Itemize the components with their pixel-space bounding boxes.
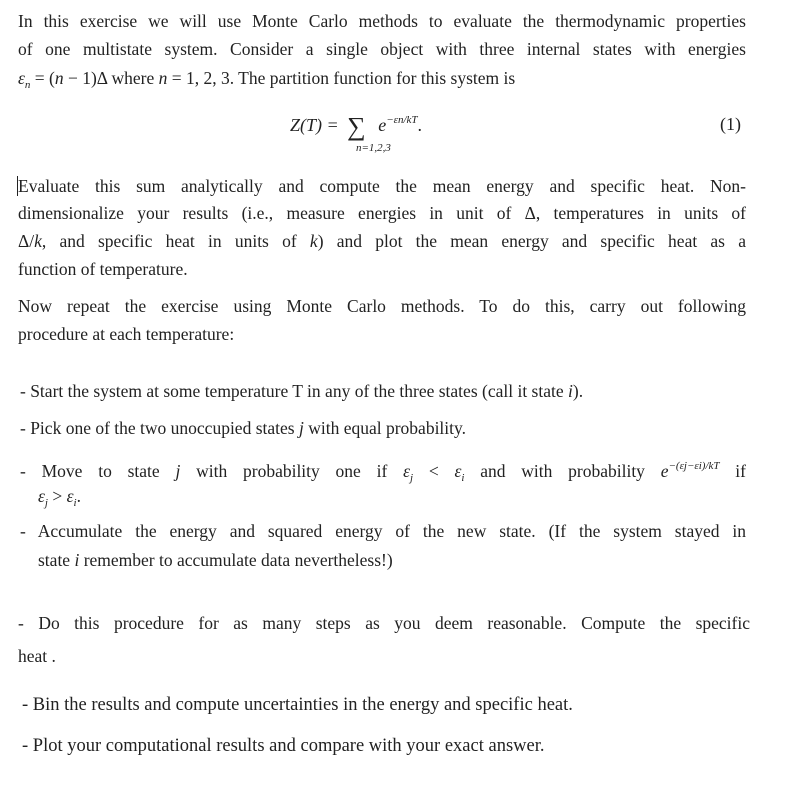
text-segment: Evaluate this sum analytically and compute the mean energy and specific heat. Non- (18, 176, 746, 196)
math-segment: ε (403, 461, 410, 481)
math-segment: j (44, 497, 48, 509)
text-line (18, 38, 746, 60)
summation-limits: n=1,2,3 (356, 142, 391, 154)
text-segment: = ( (30, 68, 55, 88)
text-segment: - Start the system at some temperature T in any of the three states (call it state (20, 381, 569, 401)
text-line (20, 417, 466, 439)
text-segment: - Bin the results and compute uncertainties in the energy and specific heat. (22, 695, 573, 715)
text-line (18, 645, 56, 667)
text-segment: = 1, 2, 3. The partition function for this system is (167, 68, 516, 88)
text-segment: if (719, 461, 746, 481)
exponent: −εn/kT (386, 114, 418, 126)
text-line (18, 67, 515, 96)
text-line (20, 380, 583, 402)
text-segment: , and specific heat in units of (41, 231, 310, 251)
math-segment: k (309, 231, 318, 251)
text-line (18, 202, 746, 224)
text-segment: - Do this procedure for as many steps as you deem reasonable. Compute the specific (18, 613, 750, 633)
math-segment: i (73, 497, 77, 509)
text-line (18, 295, 746, 317)
text-line (20, 455, 746, 489)
text-segment: ) and plot the mean energy and specific heat as a (317, 231, 746, 251)
text-line (18, 230, 746, 252)
text-cursor (17, 176, 18, 196)
math-segment: i (461, 472, 465, 484)
math-segment: j (298, 418, 304, 438)
text-segment: dimensionalize your results (i.e., measure energies in unit of Δ, temperatures in units of (18, 203, 746, 223)
text-line (18, 10, 746, 32)
math-segment: j (175, 461, 181, 481)
text-segment: . (76, 486, 81, 506)
text-segment: Δ/ (18, 231, 35, 251)
equation-period: . (417, 115, 423, 135)
math-segment: n (54, 68, 64, 88)
equation-lhs: Z(T) = (290, 115, 339, 135)
text-segment: > (47, 486, 67, 506)
text-line (18, 612, 750, 634)
text-segment: Now repeat the exercise using Monte Carlo methods. To do this, carry out following (18, 296, 746, 316)
text-line (38, 549, 393, 571)
text-segment: < (413, 461, 455, 481)
text-segment: with equal probability. (303, 418, 467, 438)
text-segment: state (38, 550, 75, 570)
math-segment: ε (38, 486, 45, 506)
text-line (22, 694, 573, 716)
math-segment: j (409, 472, 414, 484)
partition-function-equation (290, 112, 423, 154)
math-segment: i (568, 381, 573, 401)
text-line (18, 258, 188, 280)
math-segment: e (660, 461, 669, 481)
text-segment: In this exercise we will use Monte Carlo methods to evaluate the thermodynamic properties (18, 11, 746, 31)
math-segment: ε (66, 486, 74, 506)
text-segment: - Move to state (20, 461, 176, 481)
text-line (22, 735, 545, 757)
text-segment: ). (572, 381, 584, 401)
text-line (18, 175, 746, 197)
math-segment: k (34, 231, 42, 251)
text-segment: of one multistate system. Consider a single object with three internal states with energies (18, 39, 746, 59)
text-segment: procedure at each temperature: (18, 324, 235, 344)
text-segment: function of temperature. (18, 259, 188, 279)
equation-number: (1) (720, 114, 741, 134)
summation-symbol: ∑ (347, 112, 366, 141)
text-segment: with probability one if (180, 461, 404, 481)
exponential-base: e (378, 115, 387, 135)
math-segment: n (24, 79, 31, 91)
math-segment: ε (454, 461, 462, 481)
text-line (20, 520, 746, 542)
text-line (18, 323, 234, 345)
text-segment: remember to accumulate data nevertheless!) (79, 550, 393, 570)
text-segment: − 1)Δ where (63, 68, 159, 88)
math-segment: ε (18, 68, 25, 88)
text-segment: - Accumulate the energy and squared energy of the new state. (If the system stayed in (20, 521, 746, 541)
text-segment: - Plot your computational results and compare with your exact answer. (22, 736, 545, 756)
text-line (38, 485, 81, 514)
math-segment: i (74, 550, 80, 570)
math-segment: −(εj−εi)/kT (668, 460, 720, 472)
text-segment: heat . (18, 646, 56, 666)
text-segment: and with probability (464, 461, 661, 481)
text-segment: - Pick one of the two unoccupied states (20, 418, 299, 438)
math-segment: n (158, 68, 168, 88)
